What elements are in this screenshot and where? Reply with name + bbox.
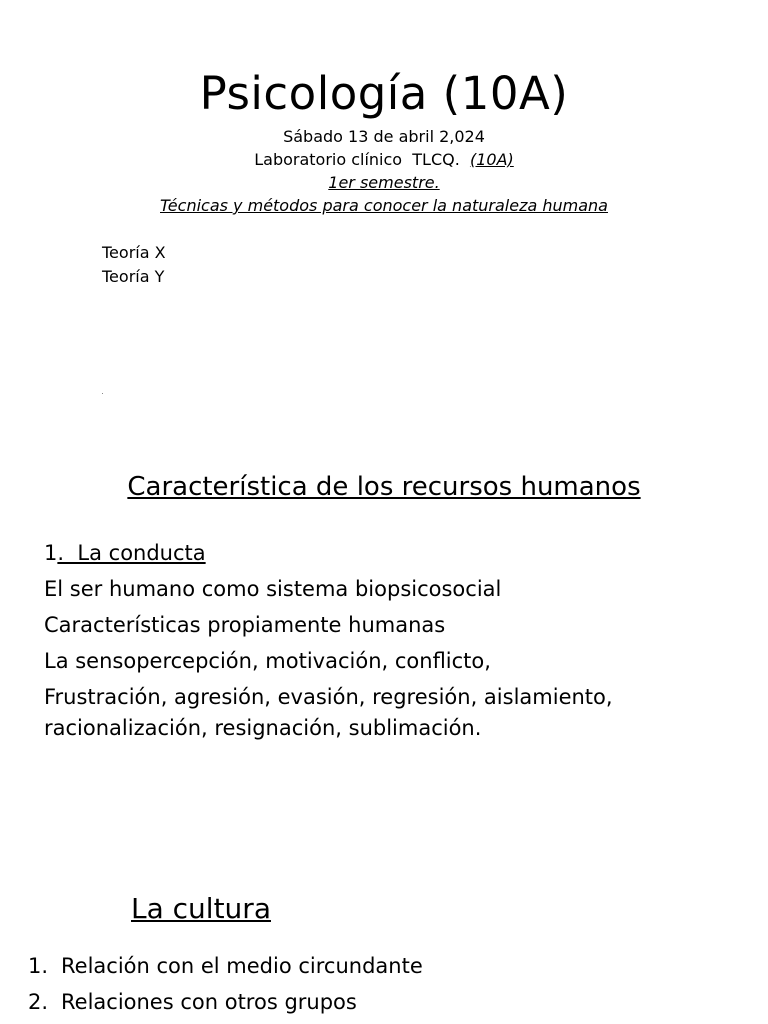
section2-heading: La cultura (131, 892, 271, 925)
page-title: Psicología (10A) (199, 67, 569, 120)
conduct-line: racionalización, resignación, sublimación. (44, 716, 482, 740)
list-item (28, 987, 357, 1017)
list-number: 1. (28, 954, 49, 978)
conduct-line: Características propiamente humanas (44, 613, 446, 637)
lab-group: (10A) (469, 150, 514, 169)
stray-mark (102, 393, 103, 394)
list-item (28, 951, 423, 981)
list-text: Relaciones con otros grupos (61, 990, 357, 1014)
topic-line: Técnicas y métodos para conocer la naturaleza humana (160, 196, 608, 215)
conduct-line: El ser humano como sistema biopsicosocial (44, 577, 502, 601)
lab-prefix: Laboratorio clínico TLCQ. (254, 150, 470, 169)
theory-y: Teoría Y (102, 267, 165, 286)
theory-x: Teoría X (102, 243, 166, 262)
conduct-line: Frustración, agresión, evasión, regresión, aislamiento, (44, 685, 613, 709)
conduct-item (44, 538, 206, 568)
section1-heading: Característica de los recursos humanos (127, 472, 641, 502)
conduct-item-title: . La conducta (57, 541, 206, 565)
conduct-line: La sensopercepción, motivación, conflicto, (44, 649, 491, 673)
list-text: Relación con el medio circundante (61, 954, 423, 978)
semester-line: 1er semestre. (328, 173, 440, 192)
lab-line (0, 148, 768, 171)
date-line: Sábado 13 de abril 2,024 (283, 127, 485, 146)
conduct-item-number: 1 (44, 541, 58, 565)
list-number: 2. (28, 990, 49, 1014)
